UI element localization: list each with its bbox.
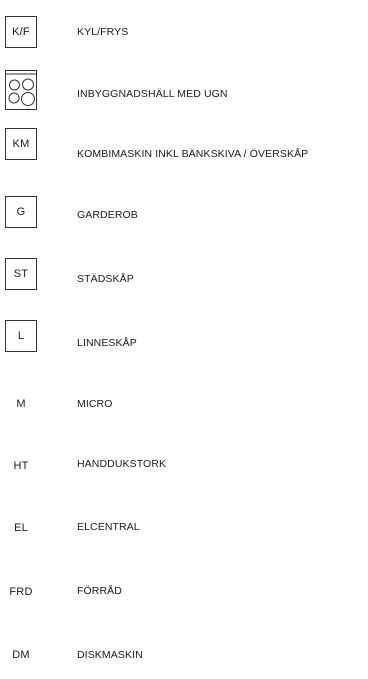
symbol-g: G [5, 196, 37, 228]
legend-row-inbyggnadshall [0, 70, 368, 110]
label-handdukstork: HANDDUKSTORK [77, 458, 167, 470]
label-garderob: GARDEROB [77, 209, 138, 221]
symbol-kf: K/F [5, 16, 37, 48]
burner-top-right [23, 79, 34, 90]
symbol-ht: HT [13, 460, 29, 472]
symbol-l: L [5, 320, 37, 352]
legend-row-kyl-frys [0, 16, 368, 56]
burner-bottom-left [9, 93, 19, 103]
symbol-frd: FRD [9, 586, 33, 598]
legend-row-diskmaskin [0, 639, 368, 679]
legend-row-garderob [0, 196, 368, 236]
label-elcentral: ELCENTRAL [77, 521, 140, 533]
symbol-dm: DM [12, 649, 30, 661]
symbol-st: ST [5, 258, 37, 290]
legend-row-micro [0, 388, 368, 428]
legend-row-kombimaskin [0, 128, 368, 168]
symbol-km: KM [5, 128, 37, 160]
burner-top-left [10, 80, 20, 90]
burner-bottom-right [22, 93, 35, 106]
legend-row-stadskap [0, 258, 368, 298]
symbol-el: EL [14, 522, 28, 534]
legend-row-forrad [0, 576, 368, 616]
legend-row-handdukstork [0, 450, 368, 490]
label-kyl-frys: KYL/FRYS [77, 26, 129, 38]
label-forrad: FÖRRÅD [77, 585, 122, 597]
stove-hob-icon [5, 70, 37, 110]
label-stadskap: STÄDSKÅP [77, 273, 134, 285]
legend-row-linneskap [0, 320, 368, 360]
label-micro: MICRO [77, 398, 113, 410]
label-kombimaskin: KOMBIMASKIN INKL BÄNKSKIVA / ÖVERSKÅP [77, 148, 309, 160]
symbol-m: M [16, 398, 26, 410]
legend-row-elcentral [0, 512, 368, 552]
stove-hob-svg [6, 71, 36, 109]
label-diskmaskin: DISKMASKIN [77, 649, 143, 661]
label-inbyggnadshall: INBYGGNADSHÄLL MED UGN [77, 88, 228, 100]
label-linneskap: LINNESKÅP [77, 337, 137, 349]
